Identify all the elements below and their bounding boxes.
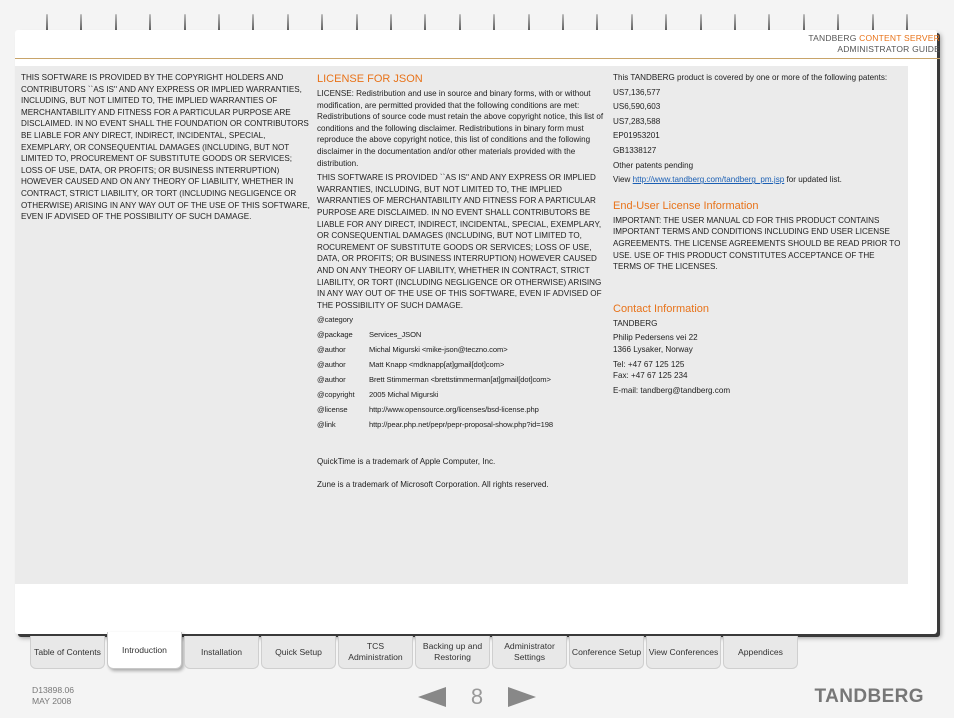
zune-trademark: Zune is a trademark of Microsoft Corporation. All rights reserved.	[317, 479, 549, 489]
header-divider	[15, 58, 940, 59]
tag-key: @license	[317, 405, 348, 415]
quicktime-trademark: QuickTime is a trademark of Apple Computer, Inc.	[317, 457, 496, 467]
tag-key: @author	[317, 345, 346, 355]
contact-tel: Tel: +47 67 125 125	[613, 359, 685, 369]
tag-value: Services_JSON	[369, 330, 422, 340]
tab-view-conferences[interactable]: View Conferences	[646, 636, 721, 669]
eula-heading: End-User License Information	[613, 199, 759, 212]
tab-appendices[interactable]: Appendices	[723, 636, 798, 669]
patent-number: GB1338127	[613, 145, 657, 155]
tag-value: 2005 Michal Migurski	[369, 390, 439, 400]
previous-page-arrow-icon[interactable]	[418, 687, 446, 707]
contact-email: E-mail: tandberg@tandberg.com	[613, 385, 731, 395]
patents-link[interactable]: http://www.tandberg.com/tandberg_pm.jsp	[632, 175, 785, 185]
tab-quick-setup[interactable]: Quick Setup	[261, 636, 336, 669]
contact-address-1: Philip Pedersens vei 22	[613, 333, 698, 343]
license-column-1	[21, 72, 311, 226]
json-license-heading: LICENSE FOR JSON	[317, 73, 423, 85]
product-title: TANDBERG CONTENT SERVER	[808, 33, 940, 43]
patent-number: US7,136,577	[613, 87, 661, 97]
patent-link-line: View http://www.tandberg.com/tandberg_pm.jsp for updated list.	[613, 175, 842, 185]
patents-intro: This TANDBERG product is covered by one or more of the following patents:	[613, 73, 888, 82]
json-tag-list	[317, 329, 607, 430]
tag-key: @link	[317, 420, 336, 430]
patent-number: EP01953201	[613, 131, 660, 141]
document-info	[32, 685, 74, 707]
tab-conference-setup[interactable]: Conference Setup	[569, 636, 644, 669]
patent-list	[613, 87, 903, 157]
tab-administrator-settings[interactable]: Administrator Settings	[492, 636, 567, 669]
content-area	[15, 66, 908, 584]
document-number: D13898.06	[32, 685, 75, 695]
eula-text: IMPORTANT: THE USER MANUAL CD FOR THIS PRODUCT CONTAINS IMPORTANT TERMS AND CONDITIONS INCLUDING END USER LICENSE AGREEMENTS. THE LICENSE AGREEMENTS SHOULD BE READ PRIOR TO USE. USE OF THIS PRODUCT CONSTITUTES ACCEPTANCE OF THE TERMS OF THE LICENSES.	[613, 215, 901, 272]
tandberg-logo: TANDBERG	[814, 686, 924, 707]
page-navigation	[418, 684, 536, 710]
tab-backing-up-and-restoring[interactable]: Backing up and Restoring	[415, 636, 490, 669]
patent-number: US6,590,603	[613, 102, 661, 112]
contact-fax: Fax: +47 67 125 234	[613, 371, 688, 381]
tag-row	[317, 344, 607, 355]
json-license-text: LICENSE: Redistribution and use in source and binary forms, with or without modification, are permitted provided that the following conditions are met: Redistributions of source code must retain the above copyright notice, this list of conditions and the following disclaimer. Redistributions in binary form must reproduce the above copyright notice, this list of conditions and the following disclaimer in the documentation and/or other materials provided with the distribution.	[317, 89, 604, 168]
tab-installation[interactable]: Installation	[184, 636, 259, 669]
guide-title: ADMINISTRATOR GUIDE	[837, 44, 940, 54]
document-header	[808, 33, 940, 55]
tag-row	[317, 329, 607, 340]
tag-row	[317, 389, 607, 400]
tag-value: http://pear.php.net/pepr/pepr-proposal-show.php?id=198	[369, 420, 553, 430]
tag-row	[317, 404, 607, 415]
product-title-accent: CONTENT SERVER	[859, 33, 940, 43]
patent-number: US7,283,588	[613, 116, 661, 126]
tag-key: @author	[317, 360, 346, 370]
other-patents: Other patents pending	[613, 160, 694, 170]
next-page-arrow-icon[interactable]	[508, 687, 536, 707]
tab-introduction[interactable]: Introduction	[107, 632, 182, 669]
patents-contact-column	[613, 72, 903, 399]
tag-key: @copyright	[317, 390, 355, 400]
json-license-column	[317, 72, 607, 493]
tag-row	[317, 359, 607, 370]
page-number: 8	[470, 684, 484, 709]
tag-value: Michal Migurski <mike-json@teczno.com>	[369, 345, 508, 355]
tag-value: Brett Stimmerman <brettstimmerman[at]gmail[dot]com>	[369, 375, 551, 385]
contact-company: TANDBERG	[613, 318, 658, 328]
tag-key: @author	[317, 375, 346, 385]
contact-heading: Contact Information	[613, 302, 709, 315]
section-tabs	[30, 636, 800, 670]
json-warranty-disclaimer: THIS SOFTWARE IS PROVIDED ``AS IS'' AND ANY EXPRESS OR IMPLIED WARRANTIES, INCLUDING, BUT NOT LIMITED TO, THE IMPLIED WARRANTIES OF MERCHANTABILITY AND FITNESS FOR A PARTICULAR PURPOSE ARE DISCLAIMED. IN NO EVENT SHALL CONTRIBUTORS BE LIABLE FOR ANY DIRECT, INDIRECT, INCIDENTAL, SPECIAL, EXEMPLARY, OR CONSEQUENTIAL DAMAGES (INCLUDING, BUT NOT LIMITED TO, ROCUREMENT OF SUBSTITUTE GOODS OR SERVICES; LOSS OF USE, DATA, OR PROFITS; OR BUSINESS INTERRUPTION) HOWEVER CAUSED AND ON ANY THEORY OF LIABILITY, WHETHER IN CONTRACT, STRICT LIABILITY, OR TORT (INCLUDING NEGLIGENCE OR OTHERWISE) ARISING IN ANY WAY OUT OF THE USE OF THIS SOFTWARE, EVEN IF ADVISED OF THE POSSIBILITY OF SUCH DAMAGE.	[317, 173, 602, 310]
tag-value: http://www.opensource.org/licenses/bsd-license.php	[369, 405, 539, 415]
tag-key: @package	[317, 330, 353, 340]
warranty-disclaimer: THIS SOFTWARE IS PROVIDED BY THE COPYRIGHT HOLDERS AND CONTRIBUTORS ``AS IS'' AND ANY EXPRESS OR IMPLIED WARRANTIES, INCLUDING, BUT NOT LIMITED TO, THE IMPLIED WARRANTIES OF MERCHANTABILITY AND FITNESS FOR A PARTICULAR PURPOSE ARE DISCLAIMED. IN NO EVENT SHALL THE FOUNDATION OR CONTRIBUTORS BE LIABLE FOR ANY DIRECT, INDIRECT, INCIDENTAL, SPECIAL, EXEMPLARY, OR CONSEQUENTIAL DAMAGES (INCLUDING, BUT NOT LIMITED TO, PROCUREMENT OF SUBSTITUTE GOODS OR SERVICES; LOSS OF USE, DATA, OR PROFITS; OR BUSINESS INTERRUPTION) HOWEVER CAUSED AND ON ANY THEORY OF LIABILITY, WHETHER IN CONTRACT, STRICT LIABILITY, OR TORT (INCLUDING NEGLIGENCE OR OTHERWISE) ARISING IN ANY WAY OUT OF THE USE OF THIS SOFTWARE, EVEN IF ADVISED OF THE POSSIBILITY OF SUCH DAMAGE.	[21, 73, 310, 222]
tag-row	[317, 419, 607, 430]
tab-tcs-administration[interactable]: TCS Administration	[338, 636, 413, 669]
tag-row	[317, 374, 607, 385]
document-date: MAY 2008	[32, 696, 72, 706]
tag-category: @category	[317, 315, 353, 325]
contact-address-2: 1366 Lysaker, Norway	[613, 344, 693, 354]
tab-table-of-contents[interactable]: Table of Contents	[30, 636, 105, 669]
tag-value: Matt Knapp <mdknapp[at]gmail[dot]com>	[369, 360, 505, 370]
